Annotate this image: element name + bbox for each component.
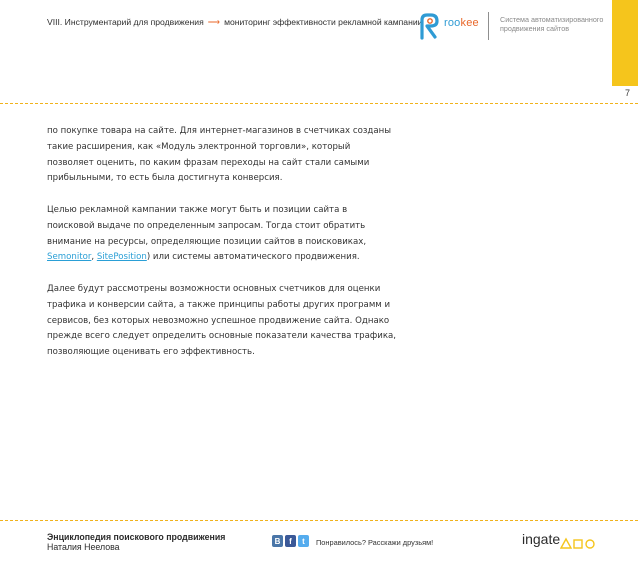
share-text: Понравилось? Расскажи друзьям! bbox=[316, 538, 434, 547]
ingate-shapes-icon bbox=[560, 536, 596, 550]
logo-divider bbox=[488, 12, 489, 40]
page-number: 7 bbox=[624, 88, 630, 98]
twitter-icon[interactable]: t bbox=[298, 535, 309, 547]
bottom-divider bbox=[0, 520, 638, 521]
ingate-logo: ingate bbox=[522, 531, 561, 547]
social-buttons bbox=[272, 535, 309, 547]
chapter-title: VIII. Инструментарий для продвижения bbox=[47, 17, 204, 27]
paragraph-2: Целью рекламной кампании также могут быть и позиции сайта в поисковой выдаче по определенным запросам. Тогда стоит обратить внимание на ресурсы, определяющие позиции сайтов в поисковиках, Semonitor, SitePosition) или системы автоматического продвижения. bbox=[47, 204, 367, 263]
facebook-icon[interactable]: f bbox=[285, 535, 296, 547]
chapter-topic: мониторинг эффективности рекламной кампании bbox=[224, 17, 423, 27]
header-breadcrumb bbox=[47, 17, 422, 28]
vk-icon[interactable]: B bbox=[272, 535, 283, 547]
corner-accent-bar bbox=[612, 0, 638, 86]
book-title: Энциклопедия поискового продвижения bbox=[47, 532, 226, 542]
paragraph-1: по покупке товара на сайте. Для интернет-магазинов в счетчиках созданы такие расширения, как «Модуль электронной торговли», который позволяет оценить, по каким фразам переходы на сайт стали самыми прибыльными, то есть была достигнута конверсия. bbox=[47, 126, 392, 184]
siteposition-link[interactable]: SitePosition bbox=[96, 252, 147, 263]
logo-tagline: Система автоматизированного продвижения сайтов bbox=[500, 15, 604, 33]
book-author: Наталия Неелова bbox=[47, 542, 120, 552]
semonitor-link[interactable]: Semonitor bbox=[47, 252, 92, 263]
paragraph-3: Далее будут рассмотрены возможности основных счетчиков для оценки трафика и конверсии сайта, а также принципы работы других программ и сервисов, без которых невозможно успешное продвижение сайта. Однако прежде всего следует определить основные показатели качества трафика, позволяющие оценивать его эффективность. bbox=[47, 283, 397, 358]
body-text bbox=[47, 124, 397, 377]
arrow-right-icon: ⟶ bbox=[207, 17, 221, 27]
rookee-logo-text: rookee bbox=[444, 17, 479, 29]
rookee-logo-icon bbox=[418, 12, 440, 40]
top-divider bbox=[0, 103, 638, 104]
